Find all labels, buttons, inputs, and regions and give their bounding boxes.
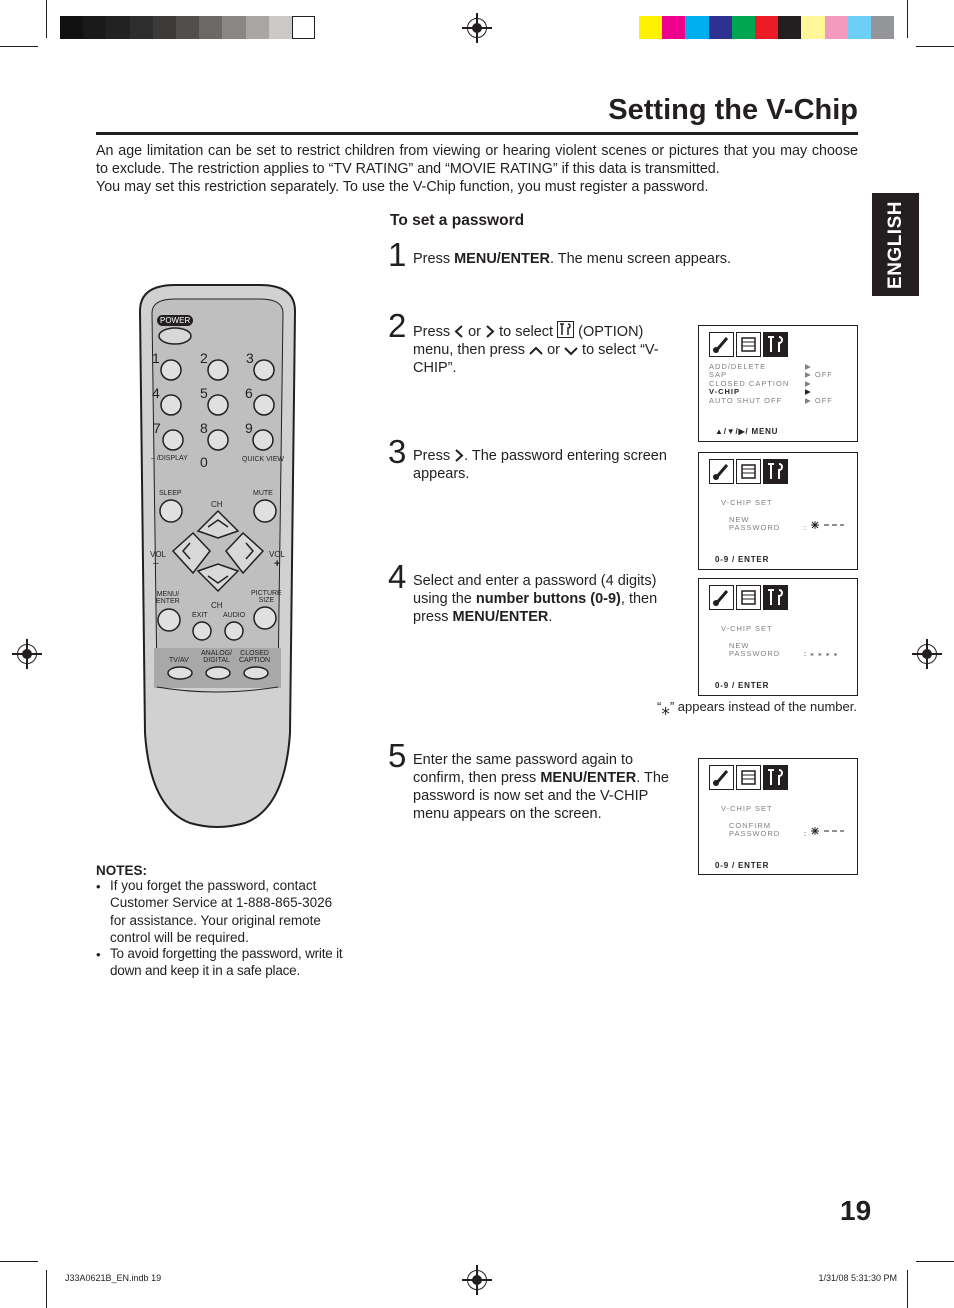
password-entry: : <box>804 829 808 838</box>
power-button: POWER <box>157 315 193 326</box>
page-number: 19 <box>840 1195 872 1226</box>
note-item: To avoid forgetting the password, write it down and keep it in a safe place. <box>110 946 343 979</box>
remote-control-illustration <box>135 283 300 828</box>
password-entry: : ⁎ ⁎ ⁎ ⁎ <box>804 649 839 658</box>
screen-footer: 0-9 / ENTER <box>715 681 770 690</box>
crop-mark <box>46 0 47 38</box>
tv-av-label: TV/AV <box>169 657 189 664</box>
crop-mark <box>907 1270 908 1308</box>
picture-menu-icon <box>709 459 734 484</box>
closed-caption-label: CLOSED CAPTION <box>239 650 271 664</box>
option-menu-screen <box>698 325 858 442</box>
footer-timestamp: 1/31/08 5:31:30 PM <box>818 1273 897 1283</box>
arrow-down-icon <box>564 346 578 356</box>
color-swatch <box>801 16 824 39</box>
menu-values: ▶ ▶ OFF ▶ ▶ ▶ OFF <box>805 362 833 405</box>
ch-up-label: CH <box>211 500 223 509</box>
display-label: – /DISPLAY <box>151 455 188 462</box>
option-menu-icon <box>763 585 788 610</box>
digit-2: 2 <box>200 350 208 366</box>
bullet: • <box>96 947 101 962</box>
registration-mark-icon <box>917 644 937 664</box>
digit-5: 5 <box>200 385 208 401</box>
screen-label: PASSWORD <box>729 523 781 532</box>
menu-item: ADD/DELETE <box>709 362 767 371</box>
language-tab-label: ENGLISH <box>884 200 906 289</box>
step-number: 1 <box>388 236 407 273</box>
intro-paragraph-2: You may set this restriction separately. To use the V-Chip function, you must register a password. <box>96 179 709 195</box>
gray-swatch <box>106 16 129 39</box>
arrow-right-icon <box>454 449 464 462</box>
crop-mark <box>916 1261 954 1262</box>
crop-mark <box>907 0 908 38</box>
digit-4: 4 <box>152 385 160 401</box>
asterisk-note: “⁎” appears instead of the number. <box>656 699 857 718</box>
menu-items <box>709 363 789 405</box>
picture-menu-icon <box>709 585 734 610</box>
screen-footer: 0-9 / ENTER <box>715 861 770 870</box>
picture-menu-icon <box>709 332 734 357</box>
digit-1: 1 <box>152 350 160 366</box>
language-tab <box>872 193 919 296</box>
gray-swatch <box>292 16 315 39</box>
sleep-label: SLEEP <box>159 490 182 497</box>
menu-tabs <box>709 765 788 790</box>
color-swatch <box>871 16 894 39</box>
screen-label: NEW <box>729 515 750 524</box>
password-entry: : <box>804 523 808 532</box>
gray-swatch <box>199 16 222 39</box>
arrow-left-icon <box>454 325 464 338</box>
color-swatch <box>825 16 848 39</box>
step-number: 3 <box>388 433 407 470</box>
registration-mark-icon <box>17 644 37 664</box>
gray-swatch <box>60 16 83 39</box>
vol-down-label: VOL <box>150 550 167 559</box>
arrow-right-icon <box>485 325 495 338</box>
menu-tabs <box>709 459 788 484</box>
setup-menu-icon <box>736 765 761 790</box>
screen-heading: V-CHIP SET <box>721 498 773 507</box>
quick-view-label: QUICK VIEW <box>242 456 285 463</box>
setup-menu-icon <box>736 459 761 484</box>
gray-swatch <box>83 16 106 39</box>
menu-item: SAP <box>709 370 728 380</box>
gray-swatch <box>269 16 292 39</box>
screen-footer: ▲/▼/▶/ MENU <box>715 427 779 436</box>
digit-8: 8 <box>200 420 208 436</box>
step-number: 4 <box>388 558 407 595</box>
digit-9: 9 <box>245 420 253 436</box>
crop-mark <box>46 1270 47 1308</box>
screen-heading: V-CHIP SET <box>721 624 773 633</box>
menu-item: CLOSED CAPTION <box>709 378 790 388</box>
option-menu-icon <box>763 459 788 484</box>
digit-3: 3 <box>246 350 254 366</box>
intro-paragraph: An age limitation can be set to restrict children from viewing or hearing violent scenes or pictures that you may choose to exclude. The restriction applies to “TV RATING” and “MOVIE RATING” if this data is transmitted. <box>96 143 858 177</box>
bullet: • <box>96 879 101 894</box>
menu-item-selected: V-CHIP <box>709 387 741 397</box>
analog-digital-label: ANALOG/ DIGITAL <box>201 650 233 664</box>
screen-label: PASSWORD <box>729 649 781 658</box>
section-subheading: To set a password <box>390 212 525 229</box>
registration-mark-icon <box>467 18 487 38</box>
notes-heading: NOTES: <box>96 863 148 878</box>
picture-size-label: PICTURE SIZE <box>251 590 282 604</box>
step-4-text: Select and enter a password (4 digits) using the number buttons (0-9), then press MENU/ENTER. <box>413 573 658 625</box>
screen-label: PASSWORD <box>729 829 781 838</box>
cursor-flash-icon <box>810 826 844 836</box>
screen-footer: 0-9 / ENTER <box>715 555 770 564</box>
option-menu-icon <box>763 332 788 357</box>
gray-swatch <box>130 16 153 39</box>
title-rule <box>96 132 858 135</box>
color-swatch <box>755 16 778 39</box>
exit-label: EXIT <box>192 612 208 619</box>
note-item: If you forget the password, contact Customer Service at 1-888-865-3026 for assistance. Your original remote control will be required. <box>110 878 333 945</box>
menu-tabs <box>709 332 788 357</box>
step-number: 2 <box>388 307 407 344</box>
step-2-text: Press or to select (OPTION) menu, then press or to select “V-CHIP”. <box>413 321 675 377</box>
option-menu-icon <box>557 321 574 338</box>
gray-swatch <box>153 16 176 39</box>
gray-swatch <box>222 16 245 39</box>
crop-mark <box>0 46 38 47</box>
page-title: Setting the V-Chip <box>608 94 858 126</box>
picture-menu-icon <box>709 765 734 790</box>
menu-item: AUTO SHUT OFF <box>709 395 783 405</box>
gray-swatch <box>176 16 199 39</box>
digit-0: 0 <box>200 454 208 470</box>
arrow-up-icon <box>529 346 543 356</box>
vol-minus-label: – <box>153 558 159 569</box>
color-swatch <box>848 16 871 39</box>
confirm-password-screen <box>698 758 858 875</box>
digit-7: 7 <box>153 420 161 436</box>
option-menu-icon <box>763 765 788 790</box>
screen-label: NEW <box>729 641 750 650</box>
color-swatch <box>639 16 662 39</box>
footer-file-info: J33A0621B_EN.indb 19 <box>65 1273 162 1283</box>
step-number: 5 <box>388 737 407 774</box>
menu-enter-label: MENU/ ENTER <box>156 591 180 605</box>
color-swatch <box>778 16 801 39</box>
cursor-flash-icon <box>810 520 844 530</box>
color-swatch <box>685 16 708 39</box>
setup-menu-icon <box>736 585 761 610</box>
mute-label: MUTE <box>253 490 273 497</box>
audio-label: AUDIO <box>223 612 246 619</box>
gray-swatch <box>246 16 269 39</box>
entered-password-screen <box>698 578 858 696</box>
screen-label: CONFIRM <box>729 821 771 830</box>
step-1-text: Press MENU/ENTER. The menu screen appears. <box>413 251 732 267</box>
crop-mark <box>916 46 954 47</box>
color-swatch <box>709 16 732 39</box>
vol-up-label: VOL <box>269 550 286 559</box>
vol-plus-label: + <box>274 558 281 570</box>
step-5-text: Enter the same password again to confirm, then press MENU/ENTER. The password is now set and the V-CHIP menu appears on the screen. <box>413 752 669 822</box>
screen-heading: V-CHIP SET <box>721 804 773 813</box>
setup-menu-icon <box>736 332 761 357</box>
digit-6: 6 <box>245 385 253 401</box>
ch-down-label: CH <box>211 601 223 610</box>
color-swatch <box>662 16 685 39</box>
new-password-screen <box>698 452 858 570</box>
menu-tabs <box>709 585 788 610</box>
color-swatch <box>732 16 755 39</box>
crop-mark <box>0 1261 38 1262</box>
registration-mark-icon <box>467 1270 487 1290</box>
step-3-text: Press . The password entering screen appears. <box>413 448 667 482</box>
